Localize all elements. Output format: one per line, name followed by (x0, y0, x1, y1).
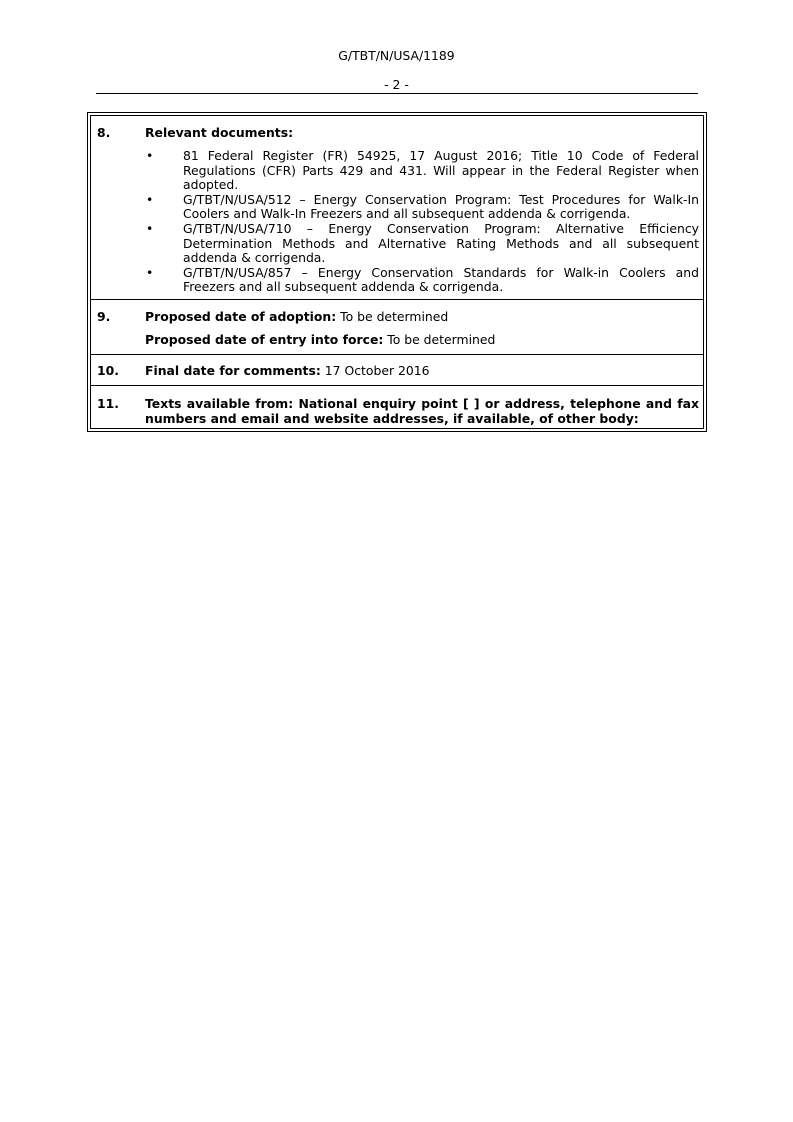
entry-into-force-label: Proposed date of entry into force: (145, 332, 384, 347)
entry-into-force-value: To be determined (383, 332, 496, 347)
adoption-date-value: To be determined (336, 309, 449, 324)
section-11-number: 11. (97, 396, 119, 411)
adoption-date (145, 309, 699, 324)
comments-date (145, 363, 699, 378)
section-8-heading: Relevant documents: (145, 125, 294, 140)
document-reference: G/TBT/N/USA/710 – Energy Conservation Program: Alternative Efficiency Determination Methods and Alternative Rating Methods and all subsequent addenda & corrigenda. (183, 220, 699, 266)
comments-date-label: Final date for comments: (145, 363, 321, 378)
bullet-icon: • (146, 191, 154, 207)
list-item (145, 193, 699, 222)
document-reference: G/TBT/N/USA/857 – Energy Conservation Standards for Walk-in Coolers and Freezers and all subsequent addenda & corrigenda. (183, 264, 699, 295)
header-divider (96, 93, 698, 94)
section-8-row (91, 116, 703, 299)
section-9-number: 9. (97, 309, 111, 324)
adoption-date-label: Proposed date of adoption: (145, 309, 337, 324)
document-symbol: G/TBT/N/USA/1189 (338, 48, 455, 63)
document-reference: G/TBT/N/USA/512 – Energy Conservation Program: Test Procedures for Walk-In Coolers and Walk-In Freezers and all subsequent addenda & corrigenda. (183, 191, 699, 222)
list-item (145, 222, 699, 266)
list-item (145, 149, 699, 193)
bullet-icon: • (146, 264, 154, 280)
page-number: - 2 - (384, 77, 409, 92)
notification-table (87, 112, 707, 432)
section-11-row (91, 385, 703, 430)
relevant-documents-list (145, 149, 699, 295)
entry-into-force-date (145, 332, 699, 347)
bullet-icon: • (146, 220, 154, 236)
comments-date-value: 17 October 2016 (320, 363, 430, 378)
list-item (145, 266, 699, 295)
texts-available-from: Texts available from: National enquiry point [ ] or address, telephone and fax numbers and email and website addresses, if available, of other body: (145, 396, 699, 426)
section-10-number: 10. (97, 363, 119, 378)
section-9-row (91, 299, 703, 354)
notification-table-inner (90, 115, 704, 429)
section-10-row (91, 354, 703, 385)
bullet-icon: • (146, 148, 154, 163)
section-8-number: 8. (97, 125, 111, 140)
document-reference: 81 Federal Register (FR) 54925, 17 August 2016; Title 10 Code of Federal Regulations (CFR) Parts 429 and 431. Will appear in the Federal Register when adopted. (183, 148, 699, 193)
